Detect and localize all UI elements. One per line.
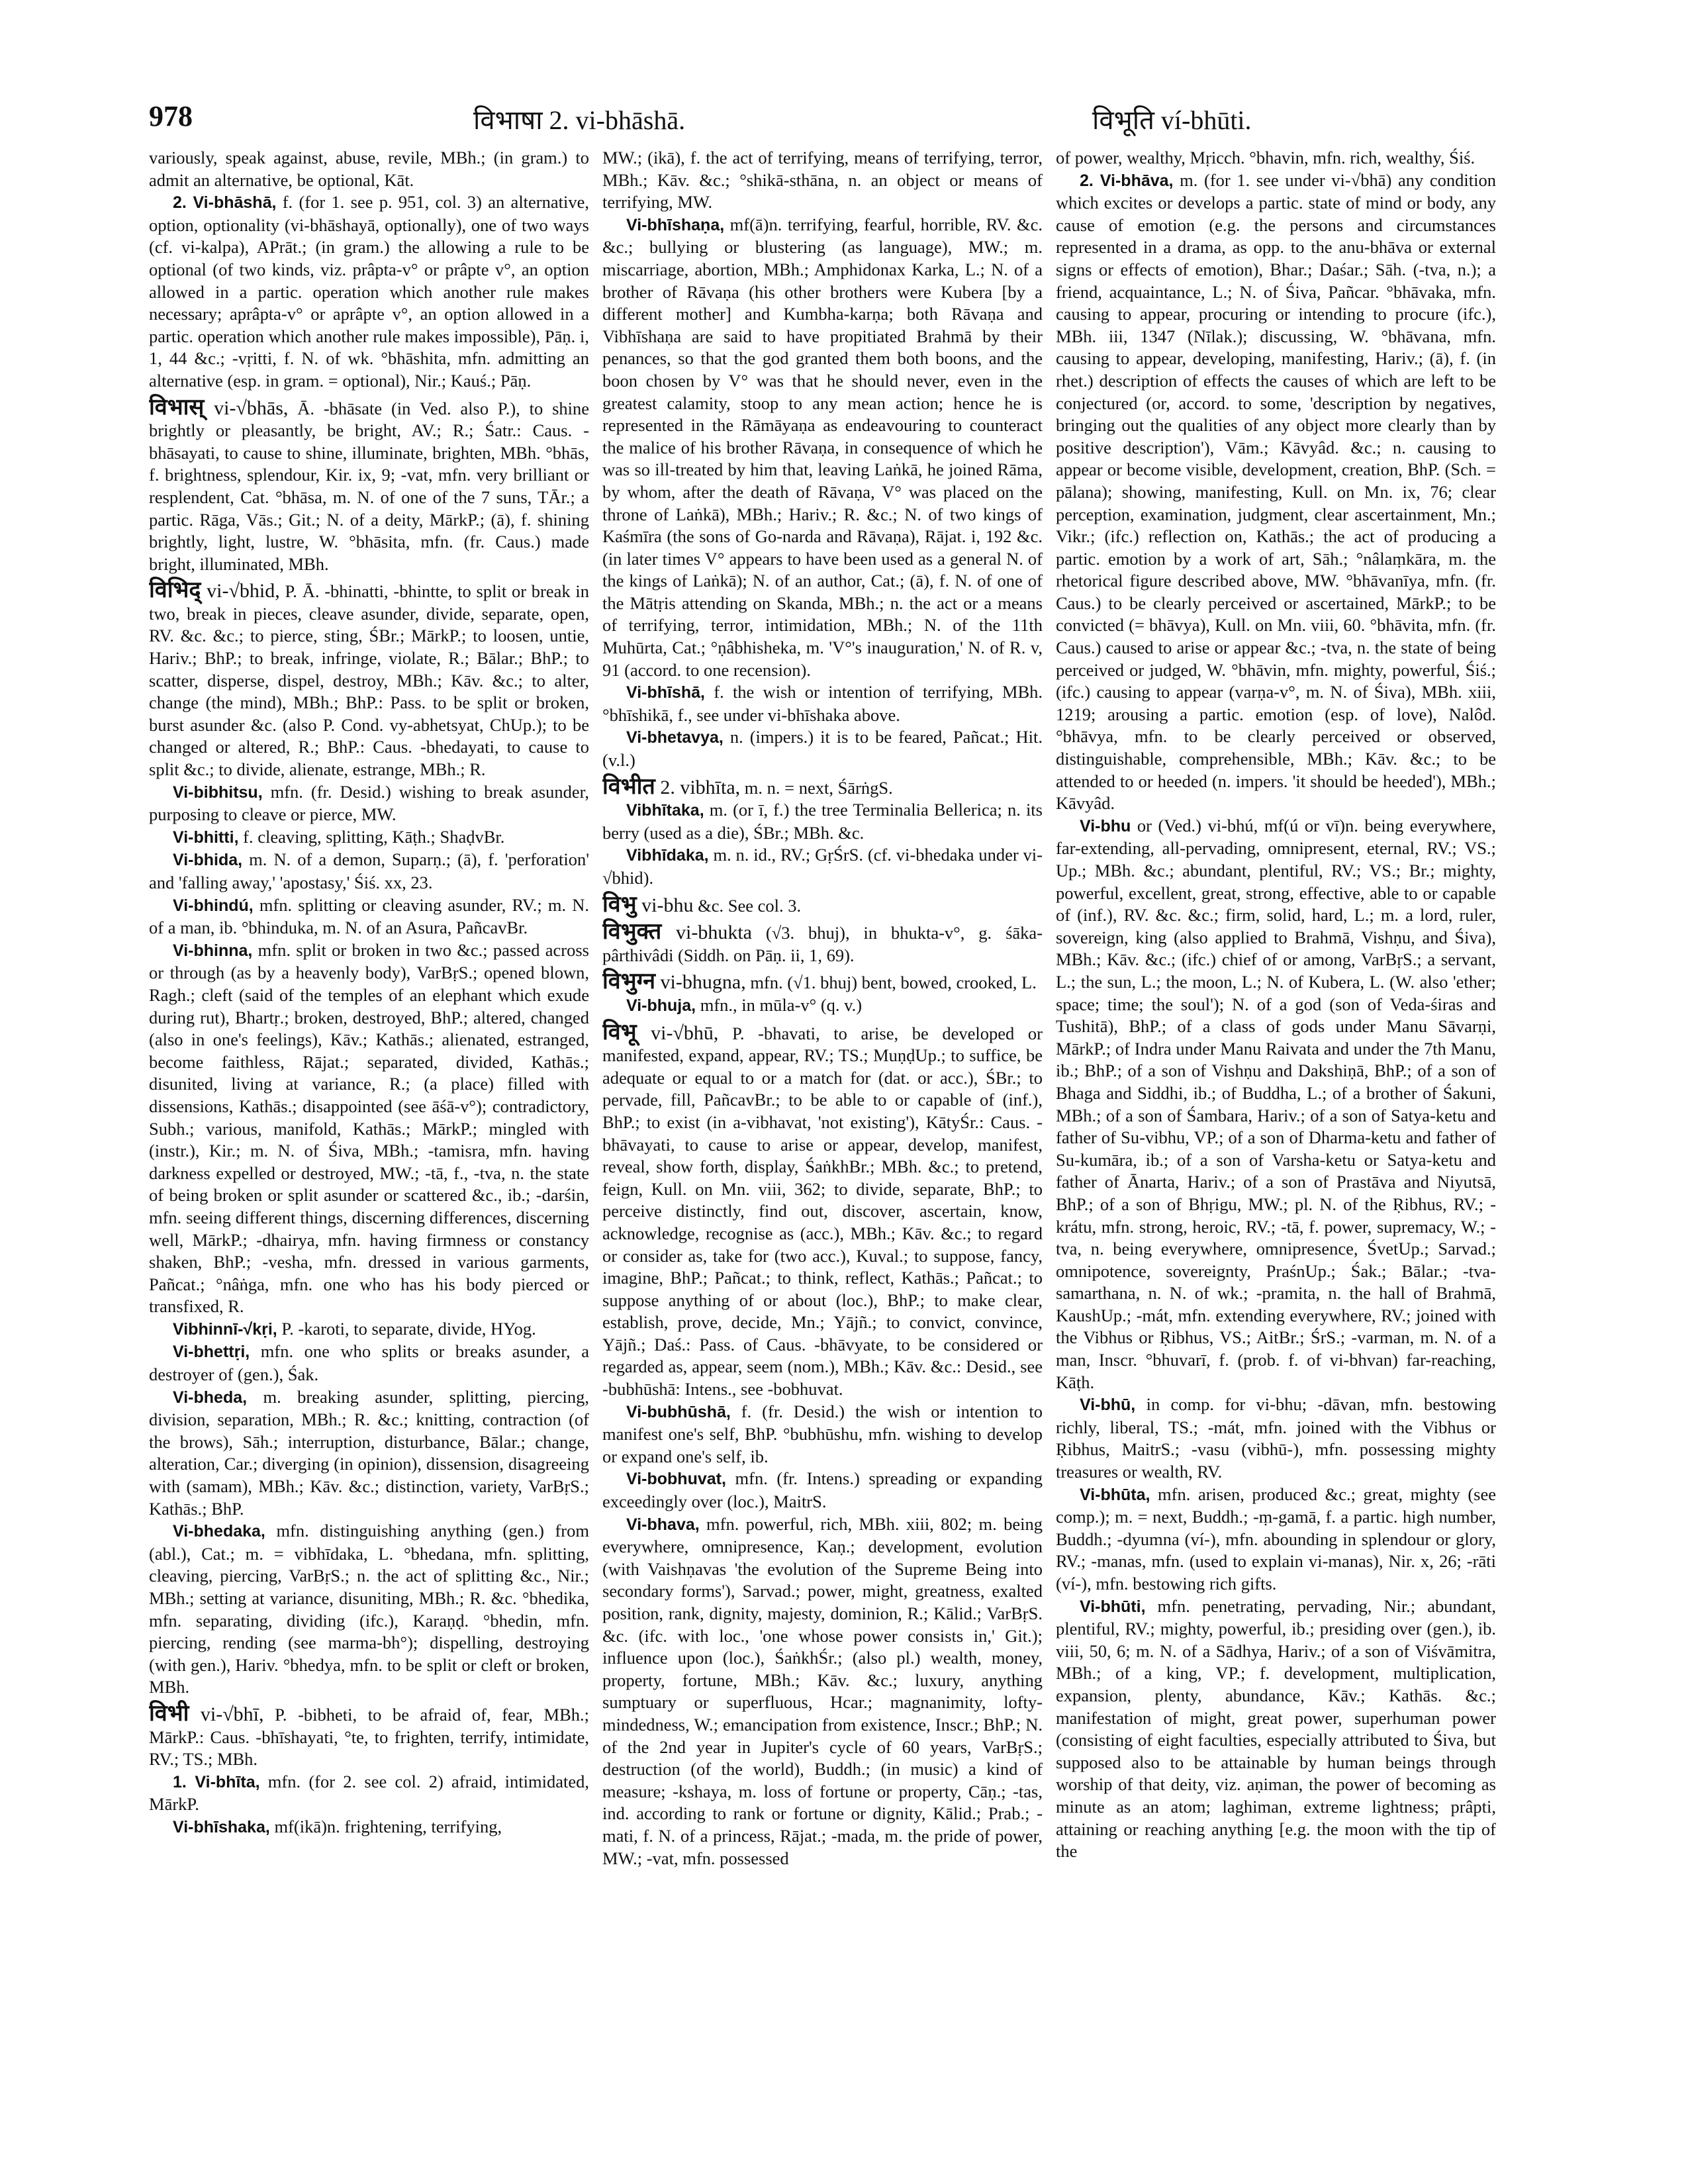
entry-text: mfn. one who splits or breaks asunder, a destroyer of (gen.), Śak. — [149, 1341, 589, 1385]
dictionary-entry — [149, 1816, 589, 1839]
dictionary-entry — [149, 1699, 589, 1771]
entry-text: mfn. arisen, produced &c.; great, mighty (see comp.); m. = next, Buddh.; -ṃ-gamā, f. a partic. high number, Buddh.; -dyumna (ví-), mfn. abounding in splendour or glory, RV.; -manas, mfn. (used to explain vi-manas), Nir. x, 26; -rāti (ví-), mfn. bestowing rich gifts. — [1056, 1484, 1496, 1593]
entry-text: m. n. id., RV.; GṛŚrS. (cf. vi-bhedaka under vi-√bhid). — [602, 845, 1043, 888]
root-transliteration: vi-√bhī, — [189, 1703, 264, 1725]
dictionary-entry — [602, 994, 1043, 1018]
dictionary-entry — [1056, 169, 1496, 815]
devanagari-headword: विभुक्त — [602, 918, 662, 945]
dictionary-entry — [149, 826, 589, 849]
entry-headword: Vi-bhīshaka, — [173, 1817, 270, 1836]
left-guide-word: विभाषा 2. vi-bhāshā. — [473, 105, 686, 135]
dictionary-entry — [602, 773, 1043, 800]
dictionary-entry — [149, 939, 589, 1318]
root-transliteration: vi-√bhid, — [201, 580, 280, 602]
entry-text: MW.; (ikā), f. the act of terrifying, means of terrifying, terror, MBh.; Kāv. &c.; °shikā-sthāna, n. an object or means of terrifying, MW. — [602, 148, 1043, 213]
devanagari-headword: विभू — [602, 1018, 637, 1045]
entry-headword: Vi-bhetavya, — [626, 728, 724, 747]
dictionary-entry — [149, 579, 589, 781]
root-transliteration: vi-√bhās, — [204, 397, 289, 419]
dictionary-entry — [149, 894, 589, 939]
dictionary-entry — [149, 1341, 589, 1386]
dictionary-entry — [149, 849, 589, 894]
entry-headword: Vi-bubhūshā, — [626, 1402, 731, 1421]
entry-text: variously, speak against, abuse, revile, MBh.; (in gram.) to admit an alternative, be optional, Kāt. — [149, 148, 589, 190]
column-2 — [602, 147, 1043, 2153]
dictionary-entry — [149, 191, 589, 392]
dictionary-entry — [149, 147, 589, 191]
entry-headword: Vibhīdaka, — [626, 846, 709, 865]
entry-headword: Vi-bhedaka, — [173, 1522, 265, 1541]
entry-text: f. the wish or intention of terrifying, MBh. °bhīshikā, f., see under vi-bhīshaka above. — [602, 682, 1043, 725]
entry-headword: Vi-bhuja, — [626, 996, 696, 1015]
entry-text: mfn. (√1. bhuj) bent, bowed, crooked, L. — [745, 973, 1037, 993]
dictionary-entry — [602, 681, 1043, 726]
entry-headword: Vi-bhīshā, — [626, 683, 706, 702]
entry-headword: Vi-bhettṛi, — [173, 1343, 250, 1362]
dictionary-entry — [149, 1386, 589, 1521]
devanagari-headword: विभुग्न — [602, 968, 656, 995]
entry-text: mfn., in mūla-v° (q. v.) — [696, 994, 863, 1015]
dictionary-entry — [602, 1018, 1043, 1401]
dictionary-entry — [149, 1520, 589, 1699]
dictionary-entry — [602, 844, 1043, 889]
entry-text: &c. See col. 3. — [693, 895, 802, 916]
entry-text: (√3. bhuj), in bhukta-v°, g. śāka-pârthivâdi (Siddh. on Pāṇ. ii, 1, 69). — [602, 923, 1043, 965]
devanagari-headword: विभास् — [149, 393, 205, 420]
dictionary-entry — [149, 1771, 589, 1816]
dictionary-entry — [602, 968, 1043, 995]
dictionary-entry — [602, 1513, 1043, 1870]
entry-text: mfn. splitting or cleaving asunder, RV.; m. N. of a man, ib. °bhinduka, m. N. of an Asura, PañcavBr. — [149, 894, 589, 938]
entry-headword: Vi-bhida, — [173, 851, 243, 870]
entry-text: f. (fr. Desid.) the wish or intention to manifest one's self, BhP. °bubhūshu, mfn. wishing to develop or expand one's self, ib. — [602, 1401, 1043, 1466]
dictionary-entry — [602, 918, 1043, 967]
entry-headword: 2. Vi-bhāshā, — [173, 193, 277, 213]
entry-headword: Vi-bhūta, — [1080, 1485, 1150, 1504]
entry-headword: Vi-bhinna, — [173, 941, 253, 960]
dictionary-entry — [602, 214, 1043, 681]
entry-text: mf(ā)n. terrifying, fearful, horrible, RV. &c. &c.; bullying or blustering (as language), MW.; m. miscarriage, abortion, MBh.; Amphidonax Karka, L.; N. of a brother of Rāvaṇa (his other brothers were Kubera [by a different mother] and Kumbha-karṇa; both Rāvaṇa and Vibhīshaṇa are said to have propitiated Brahmā by their penances, so that the god granted them both boons, and the boon chosen by V° was that he should never, even in the greatest calamity, stoop to any mean action; hence he is represented in the Rāmāyaṇa as endeavouring to counteract the malice of his brother Rāvaṇa, in consequence of which he was so ill-treated by him that, leaving Laṅkā, he joined Rāma, by whom, after the death of Rāvaṇa, V° was placed on the throne of Laṅkā), MBh.; Hariv.; R. &c.; N. of two kings of Kaśmīra (the sons of Go-narda and Rāvaṇa), Rājat. i, 192 &c. (in later times V° appears to have been used as a general N. of the kings of Laṅkā); N. of an author, Cat.; (ā), f. N. of one of the Mātṛis attending on Skanda, MBh.; n. the act or a means of terrifying, terror, intimidation, MBh.; N. of the 11th Muhūrta, Cat.; °ṇâbhisheka, m. 'V°'s inauguration,' N. of R. v, 91 (accord. to one recension). — [602, 214, 1043, 680]
entry-headword: Vi-bobhuvat, — [626, 1470, 726, 1489]
page-number: 978 — [149, 100, 193, 132]
dictionary-entry — [149, 1318, 589, 1341]
entry-headword: 2. Vi-bhāva, — [1080, 171, 1174, 190]
entry-headword: Vibhinnī-√kṛi, — [173, 1319, 277, 1339]
dictionary-entry — [1056, 1484, 1496, 1595]
devanagari-headword: विभीत — [602, 773, 655, 800]
entry-text: m. breaking asunder, splitting, piercing, division, separation, MBh.; R. &c.; knitting, contraction (of the brows), Sāh.; interruption, disturbance, Bālar.; change, alteration, Car.; diverging (in opinion), dissension, disagreeing with (samam), MBh.; Kāv. &c.; distinction, variety, VarBṛS.; Kathās.; BhP. — [149, 1386, 589, 1519]
entry-text: mfn. (fr. Intens.) spreading or expanding exceedingly over (loc.), MaitrS. — [602, 1468, 1043, 1512]
entry-headword: Vi-bibhitsu, — [173, 783, 263, 802]
dictionary-entry — [602, 1401, 1043, 1468]
entry-text: in comp. for vi-bhu; -dāvan, mfn. bestowing richly, liberal, TS.; -mát, mfn. joined with the Vibhus or Ṛibhus, MaitrS.; -vasu (vibhū-), mfn. possessing mighty treasures or wealth, RV. — [1056, 1394, 1496, 1482]
entry-text: mfn. penetrating, pervading, Nir.; abundant, plentiful, RV.; mighty, powerful, ib.; presiding over (gen.), ib. viii, 50, 6; m. N. of a Sādhya, Hariv.; of a son of Viśvāmitra, MBh.; of a king, VP.; f. development, multiplication, expansion, plenty, abundance, Kāv.; Kathās. &c.; manifestation of might, great power, superhuman power (consisting of eight faculties, especially attributed to Śiva, but supposed also to be attainable by human beings through worship of that deity, viz. aṇiman, the power of becoming as minute as an atom; laghiman, extreme lightness; prâpti, attaining or reaching anything [e.g. the moon with the tip of the — [1056, 1595, 1496, 1862]
entry-text: P. -karoti, to separate, divide, HYog. — [277, 1318, 536, 1339]
entry-text: mf(ikā)n. frightening, terrifying, — [269, 1816, 502, 1836]
page-header — [149, 99, 1493, 139]
entry-text: of power, wealthy, Mṛicch. °bhavin, mfn. rich, wealthy, Śiś. — [1056, 148, 1475, 167]
dictionary-entry — [602, 890, 1043, 918]
entry-text: P. -bhavati, to arise, be developed or manifested, expand, appear, RV.; TS.; MuṇḍUp.; to suffice, be adequate or equal to or a match for (dat. or acc.), ŚBr.; to pervade, fill, PañcavBr.; to be able to or capable of (inf.), BhP.; to exist (in a-vibhavat, 'not existing'), KātyŚr.: Caus. -bhāvayati, to cause to arise or appear, develop, manifest, reveal, show forth, display, ŚaṅkhBr.; MBh. &c.; to pretend, feign, Kull. on Mn. viii, 362; to divide, separate, BhP.; to perceive distinctly, find out, discover, ascertain, know, acknowledge, recognise as (acc.), MBh.; Kāv. &c.; to regard or consider as, take for (two acc.), Kuval.; to suppose, fancy, imagine, BhP.; Pañcat.; to think, reflect, Kathās.; Pañcat.; to suppose anything of or about (loc.), BhP.; to make clear, establish, prove, decide, Mn.; Yājñ.; to convict, convince, Yājñ.; Daś.: Pass. of Caus. -bhāvyate, to be considered or regarded as, appear, seem (nom.), MBh.; Kāv. &c.: Desid., see -bubhūshā: Intens., see -bobhuvat. — [602, 1023, 1043, 1400]
root-transliteration: vi-√bhū, — [636, 1021, 719, 1044]
entry-text: mfn. distinguishing anything (gen.) from (abl.), Cat.; m. = vibhīdaka, L. °bhedana, mfn. splitting, cleaving, piercing, VarBṛS.; n. the act of splitting &c., Nir.; MBh.; setting at variance, disuniting, MBh.; R. &c. °bhedika, mfn. separating, dividing (ifc.), Karaṇḍ. °bhedin, mfn. piercing, rending (see marma-bh°); dispelling, destroying (with gen.), Hariv. °bhedya, mfn. to be split or cleft or broken, MBh. — [149, 1521, 589, 1697]
entry-text: n. (impers.) it is to be feared, Pañcat.; Hit. (v.l.) — [602, 727, 1043, 771]
entry-headword: Vi-bhūti, — [1080, 1597, 1146, 1616]
entry-text: mfn. split or broken in two &c.; passed across or through (as by a heavenly body), VarBṛS.; opened blown, Ragh.; cleft (said of the temples of an elephant which exude during rut), Bhartṛ.; broken, destroyed, BhP.; altered, changed (also in one's feelings), Kāv.; Kathās.; alienated, estranged, become faithless, Rājat.; separated, divided, Kathās.; disunited, living at variance, R.; (a place) filled with dissensions, Kathās.; disappointed (see āśā-v°); contradictory, Subh.; various, manifold, Kathās.; MārkP.; mingled with (instr.), Kir.; m. N. of Śiva, MBh.; -tamisra, mfn. having darkness expelled or destroyed, MW.; -tā, f., -tva, n. the state of being broken or split asunder or scattered &c., ib.; -darśin, mfn. seeing different things, discerning differences, discerning well, MārkP.; -dhairya, mfn. having firmness or constancy shaken, BhP.; -vesha, mfn. dressed in various garments, Pañcat.; °nâṅga, mfn. one who has his body pierced or transfixed, R. — [149, 939, 589, 1317]
entry-text: Ā. -bhāsate (in Ved. also P.), to shine brightly or pleasantly, be bright, AV.; R.; Śatr.: Caus. -bhāsayati, to cause to shine, illuminate, brighten, MBh. °bhās, f. brightness, splendour, Kir. ix, 9; -vat, mfn. very brilliant or resplendent, Cat. °bhāsa, m. N. of one of the 7 suns, TĀr.; a partic. Rāga, Vās.; Git.; N. of a deity, MārkP.; (ā), f. shining brightly, light, lustre, W. °bhāsita, mfn. (fr. Caus.) made bright, illuminated, MBh. — [149, 398, 589, 574]
column-1 — [149, 147, 589, 2153]
dictionary-entry — [149, 393, 589, 576]
dictionary-entry — [1056, 1394, 1496, 1483]
entry-headword: Vi-bhava, — [626, 1515, 700, 1534]
dictionary-entry — [1056, 1595, 1496, 1863]
entry-text: mfn. (for 2. see col. 2) afraid, intimidated, MārkP. — [149, 1771, 589, 1815]
root-transliteration: vi-bhu — [636, 894, 694, 916]
dictionary-entry — [1056, 815, 1496, 1394]
entry-headword: Vi-bhū, — [1080, 1396, 1136, 1415]
dictionary-entry — [602, 1468, 1043, 1513]
entry-text: P. -bibheti, to be afraid of, fear, MBh.; MārkP.: Caus. -bhīshayati, °te, to frighten, terrify, intimidate, RV.; TS.; MBh. — [149, 1704, 589, 1770]
entry-headword: Vibhītaka, — [626, 801, 704, 820]
dictionary-entry — [602, 799, 1043, 844]
entry-headword: Vi-bhitti, — [173, 828, 239, 847]
root-transliteration: vi-bhukta — [661, 922, 752, 944]
entry-text: mfn. powerful, rich, MBh. xiii, 802; m. being everywhere, omnipresence, Kaṇ.; development, evolution (with Vaishṇavas 'the evolution of the Supreme Being into secondary forms'), Sarvad.; power, might, greatness, exalted position, rank, dignity, majesty, dominion, R.; Kālid.; VarBṛS. &c. (ifc. with loc., 'one whose power consists in,' Git.); influence upon (loc.), ŚaṅkhŚr.; (also pl.) wealth, money, property, fortune, MBh.; Kāv. &c.; luxury, anything sumptuary or superfluous, Hcar.; magnanimity, lofty-mindedness, W.; emancipation from existence, Inscr.; BhP.; N. of the 2nd year in Jupiter's cycle of 60 years, VarBṛS.; destruction (of the world), Buddh.; (in music) a kind of measure; -kshaya, m. loss of fortune or property, Cāṇ.; -tas, ind. according to rank or fortune or dignity, Kālid.; Prab.; -mati, f. N. of a princess, Rājat.; -mada, m. the pride of power, MW.; -vat, mfn. possessed — [602, 1513, 1043, 1868]
entry-text: f. (for 1. see p. 951, col. 3) an alternative, option, optionality (vi-bhāshayā, optionally), one of two ways (cf. vi-kalpa), APrāt.; (in gram.) the allowing a rule to be optional (of two kinds, viz. prâpta-v° or prâpte v°, an option allowed in a partic. operation which another rule makes necessary; aprâpta-v° or aprâpte v°, an option allowed in a partic. operation which another rule makes impossible), Pāṇ. i, 1, 44 &c.; -vṛitti, f. N. of wk. °bhāshita, mfn. admitting an alternative (esp. in gram. = optional), Nir.; Kauś.; Pāṇ. — [149, 192, 589, 391]
dictionary-entry — [1056, 147, 1496, 169]
entry-text: m. n. = next, ŚārṅgS. — [740, 777, 893, 798]
entry-text: mfn. (fr. Desid.) wishing to break asunder, purposing to cleave or pierce, MW. — [149, 781, 589, 825]
entry-headword: Vi-bhu — [1080, 816, 1131, 835]
column-3 — [1056, 147, 1496, 2153]
entry-headword: Vi-bhindú, — [173, 896, 254, 915]
entry-text: m. (or ī, f.) the tree Terminalia Bellerica; n. its berry (used as a die), ŚBr.; MBh. &c. — [602, 800, 1043, 843]
root-transliteration: 2. vibhīta, — [655, 776, 741, 798]
entry-text: m. N. of a demon, Suparṇ.; (ā), f. 'perforation' and 'falling away,' 'apostasy,' Śiś. xx, 23. — [149, 849, 589, 892]
entry-headword: 1. Vi-bhīta, — [173, 1772, 260, 1791]
right-guide-word: विभूति ví-bhūti. — [1092, 105, 1252, 135]
dictionary-entry — [602, 147, 1043, 214]
entry-headword: Vi-bhīshaṇa, — [626, 215, 725, 234]
root-transliteration: vi-bhugna, — [655, 971, 746, 994]
entry-text: m. (for 1. see under vi-√bhā) any condition which excites or develops a partic. state of mind or body, any cause of emotion (e.g. the persons and circumstances represented in a drama, as opp. to the anu-bhāva or external signs or effects of emotion), Bhar.; Daśar.; Sāh. (-tva, n.); a friend, acquaintance, L.; N. of Śiva, Pañcar. °bhāvaka, mfn. causing to appear, procuring or intending to procure (ifc.), MBh. iii, 1347 (Nīlak.); discussing, W. °bhāvana, mfn. causing to appear, developing, manifesting, Hariv.; (ā), f. (in rhet.) description of effects the causes of which are left to be conjectured (or, accord. to some, 'description by negatives, bringing out the qualities of any object more clearly than by positive description'), Vām.; Kāvyâd. &c.; n. causing to appear or become visible, development, creation, BhP. (Sch. = pālana); showing, manifesting, Kull. on Mn. ix, 76; clear perception, examination, judgment, clear ascertainment, Mn.; Vikr.; (ifc.) reflection on, Kathās.; the act of producing a partic. emotion by a work of art, Sāh.; °nâlaṃkāra, m. the rhetorical figure described above, MW. °bhāvanīya, mfn. (fr. Caus.) to be clearly perceived or ascertained, MārkP.; to be convicted (= bhāvya), Kull. on Mn. viii, 60. °bhāvita, mfn. (fr. Caus.) caused to arise or appear &c.; -tva, n. the state of being perceived or judged, W. °bhāvin, mfn. mighty, powerful, Śiś.; (ifc.) causing to appear (varṇa-v°, m. N. of Śiva), MBh. xiii, 1219; arousing a partic. emotion (esp. of love), Nalôd. °bhāvya, mfn. to be clearly perceived or observed, distinguishable, comprehensible, MBh.; Kāv. &c.; to be attended to or heeded (n. impers. 'it should be heeded'), MBh.; Kāvyâd. — [1056, 169, 1496, 814]
devanagari-headword: विभु — [602, 890, 637, 918]
entry-text: f. cleaving, splitting, Kāṭh.; ShaḍvBr. — [238, 826, 505, 847]
entry-text: P. Ā. -bhinatti, -bhintte, to split or break in two, break in pieces, cleave asunder, divide, separate, open, RV. &c. &c.; to pierce, sting, ŚBr.; MārkP.; to loosen, untie, Hariv.; BhP.; to break, infringe, violate, R.; Bālar.; BhP.; to scatter, disperse, dispel, destroy, MBh.; Kāv. &c.; to alter, change (the mind), MBh.; BhP.: Pass. to be split or broken, burst asunder &c. (also P. Cond. vy-abhetsyat, ChUp.); to be changed or altered, R.; BhP.: Caus. -bhedayati, to cause to split &c.; to divide, alienate, estrange, MBh.; R. — [149, 581, 589, 780]
dictionary-entry — [602, 726, 1043, 771]
devanagari-headword: विभिद् — [149, 577, 201, 604]
dictionary-entry — [149, 781, 589, 826]
entry-headword: Vi-bheda, — [173, 1388, 248, 1407]
dictionary-columns — [149, 147, 1496, 2153]
entry-text: or (Ved.) vi-bhú, mf(ú or vī)n. being everywhere, far-extending, all-pervading, omnipresent, eternal, RV.; VS.; Up.; MBh. &c.; abundant, plentiful, RV.; VS.; Br.; mighty, powerful, excellent, great, strong, effective, able to or capable of (inf.), RV. &c. &c.; firm, solid, hard, L.; m. a lord, ruler, sovereign, king (also applied to Brahmā, Vishṇu, and Śiva), MBh.; Kāv. &c.; (ifc.) chief of or among, VarBṛS.; a servant, L.; the sun, L.; the moon, L.; N. of Kubera, L. (W. also 'ether; space; time; the soul'); N. of a god (son of Veda-śiras and Tushitā), BhP.; of a class of gods under Manu Sāvarṇi, MārkP.; of Indra under Manu Raivata and under the 7th Manu, ib.; BhP.; of a son of Vishṇu and Dakshiṇā, BhP.; of a son of Bhaga and Siddhi, ib.; of Buddha, L.; of a brother of Śakuni, MBh.; of a son of Śambara, Hariv.; of a son of Satya-ketu and father of Su-vibhu, VP.; of a son of Dharma-ketu and father of Su-kumāra, ib.; of a son of Varsha-ketu or Satya-ketu and father of Ānarta, Hariv.; of a son of Prastāva and Niyutsā, BhP.; of a son of Bhṛigu, MW.; pl. N. of the Ṛibhus, RV.; -krátu, mfn. strong, heroic, RV.; -tā, f. power, supremacy, W.; -tva, n. being everywhere, omnipresence, ŚvetUp.; Sarvad.; omnipotence, sovereignty, PraśnUp.; Śak.; Bālar.; -tva-samarthana, n. N. of wk.; -pramita, n. the hall of Brahmā, KaushUp.; -mát, mfn. extending everywhere, RV.; joined with the Vibhus or Ṛibhus, VS.; AitBr.; ŚrS.; -varman, m. N. of a man, Inscr. °bhuvarī, f. (prob. f. of vi-bhvan) far-reaching, Kāṭh. — [1056, 815, 1496, 1392]
devanagari-headword: विभी — [149, 1699, 189, 1727]
